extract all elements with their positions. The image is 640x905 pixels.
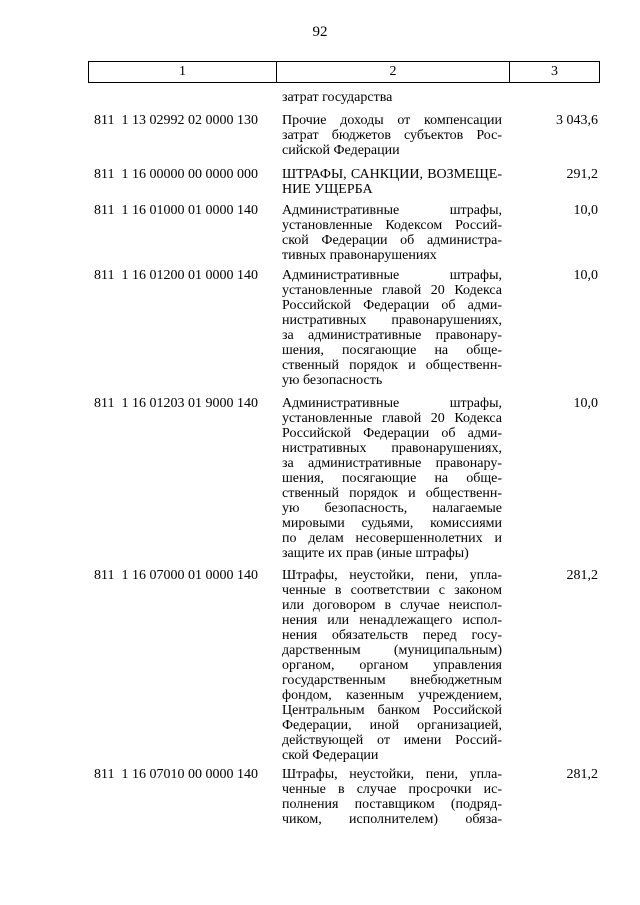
- amount-value: 281,2: [566, 767, 598, 782]
- description-line: Центральным банком Российской: [282, 703, 502, 718]
- description-line: действующей от имени Россий-: [282, 733, 502, 748]
- description-line: сийской Федерации: [282, 143, 400, 158]
- amount-value: 281,2: [566, 568, 598, 583]
- description-line: защите их прав (иные штрафы): [282, 546, 469, 561]
- budget-code: 811 1 16 07010 00 0000 140: [94, 767, 258, 782]
- description-line: ской Федерации об администра-: [282, 233, 502, 248]
- description-line: шения, посягающие на обще-: [282, 343, 502, 358]
- description-line: полнения поставщиком (подряд-: [282, 797, 502, 812]
- description-line: тивных правонарушениях: [282, 248, 437, 263]
- description-line: Штрафы, неустойки, пени, упла-: [282, 568, 502, 583]
- budget-code: 811 1 16 01200 01 0000 140: [94, 268, 258, 283]
- income-description: [282, 113, 502, 158]
- description-line: Административные штрафы,: [282, 203, 502, 218]
- description-line: нения или ненадлежащего испол-: [282, 613, 502, 628]
- description-line: Российской Федерации об адми-: [282, 298, 502, 313]
- description-line: НИЕ УЩЕРБА: [282, 182, 373, 197]
- income-description: [282, 167, 502, 197]
- column-header-3: 3: [551, 64, 558, 79]
- table-column-header: [88, 61, 600, 83]
- description-line: нистративных правонарушениях,: [282, 313, 502, 328]
- income-description: [282, 568, 502, 763]
- amount-value: 10,0: [573, 203, 598, 218]
- description-line: ственный порядок и общественн-: [282, 358, 502, 373]
- description-line: ШТРАФЫ, САНКЦИИ, ВОЗМЕЩЕ-: [282, 167, 502, 182]
- description-line: мировыми судьями, комиссиями: [282, 516, 502, 531]
- description-line: или договором в случае неиспол-: [282, 598, 502, 613]
- description-line: дарственным (муниципальным): [282, 643, 502, 658]
- budget-code: 811 1 16 00000 00 0000 000: [94, 167, 258, 182]
- column-header-2: 2: [277, 62, 510, 82]
- description-line: ую безопасность, налагаемые: [282, 501, 502, 516]
- continuation-text: затрат государства: [282, 90, 393, 105]
- amount-value: 291,2: [566, 167, 598, 182]
- description-line: установленные главой 20 Кодекса: [282, 411, 502, 426]
- income-description: [282, 767, 502, 827]
- amount-value: 3 043,6: [556, 113, 598, 128]
- description-line: органом, органом управления: [282, 658, 502, 673]
- description-line: шения, посягающие на обще-: [282, 471, 502, 486]
- income-description: [282, 396, 502, 561]
- description-line: за административные правонару-: [282, 456, 502, 471]
- income-description: [282, 203, 502, 263]
- description-line: чиком, исполнителем) обяза-: [282, 812, 502, 827]
- description-line: за административные правонару-: [282, 328, 502, 343]
- budget-code: 811 1 13 02992 02 0000 130: [94, 113, 258, 128]
- budget-code: 811 1 16 01203 01 9000 140: [94, 396, 258, 411]
- budget-code: 811 1 16 01000 01 0000 140: [94, 203, 258, 218]
- description-line: нистративных правонарушениях,: [282, 441, 502, 456]
- description-line: нения обязательств перед госу-: [282, 628, 502, 643]
- description-line: Административные штрафы,: [282, 396, 502, 411]
- description-line: государственным внебюджетным: [282, 673, 502, 688]
- description-line: фондом, казенным учреждением,: [282, 688, 502, 703]
- description-line: Российской Федерации об адми-: [282, 426, 502, 441]
- description-line: Прочие доходы от компенсации: [282, 113, 502, 128]
- description-line: по делам несовершеннолетних и: [282, 531, 502, 546]
- description-line: Административные штрафы,: [282, 268, 502, 283]
- description-line: ченные в соответствии с законом: [282, 583, 502, 598]
- description-line: Федерации, иной организацией,: [282, 718, 502, 733]
- amount-value: 10,0: [573, 396, 598, 411]
- column-header-1: 1: [89, 62, 277, 82]
- description-line: ственный порядок и общественн-: [282, 486, 502, 501]
- description-line: Штрафы, неустойки, пени, упла-: [282, 767, 502, 782]
- description-line: ченные в случае просрочки ис-: [282, 782, 502, 797]
- description-line: ской Федерации: [282, 748, 379, 763]
- amount-value: 10,0: [573, 268, 598, 283]
- page-number: 92: [312, 24, 328, 40]
- description-line: установленные главой 20 Кодекса: [282, 283, 502, 298]
- description-line: установленные Кодексом Россий-: [282, 218, 502, 233]
- description-line: затрат бюджетов субъектов Рос-: [282, 128, 502, 143]
- budget-code: 811 1 16 07000 01 0000 140: [94, 568, 258, 583]
- description-line: ую безопасность: [282, 373, 383, 388]
- income-description: [282, 268, 502, 388]
